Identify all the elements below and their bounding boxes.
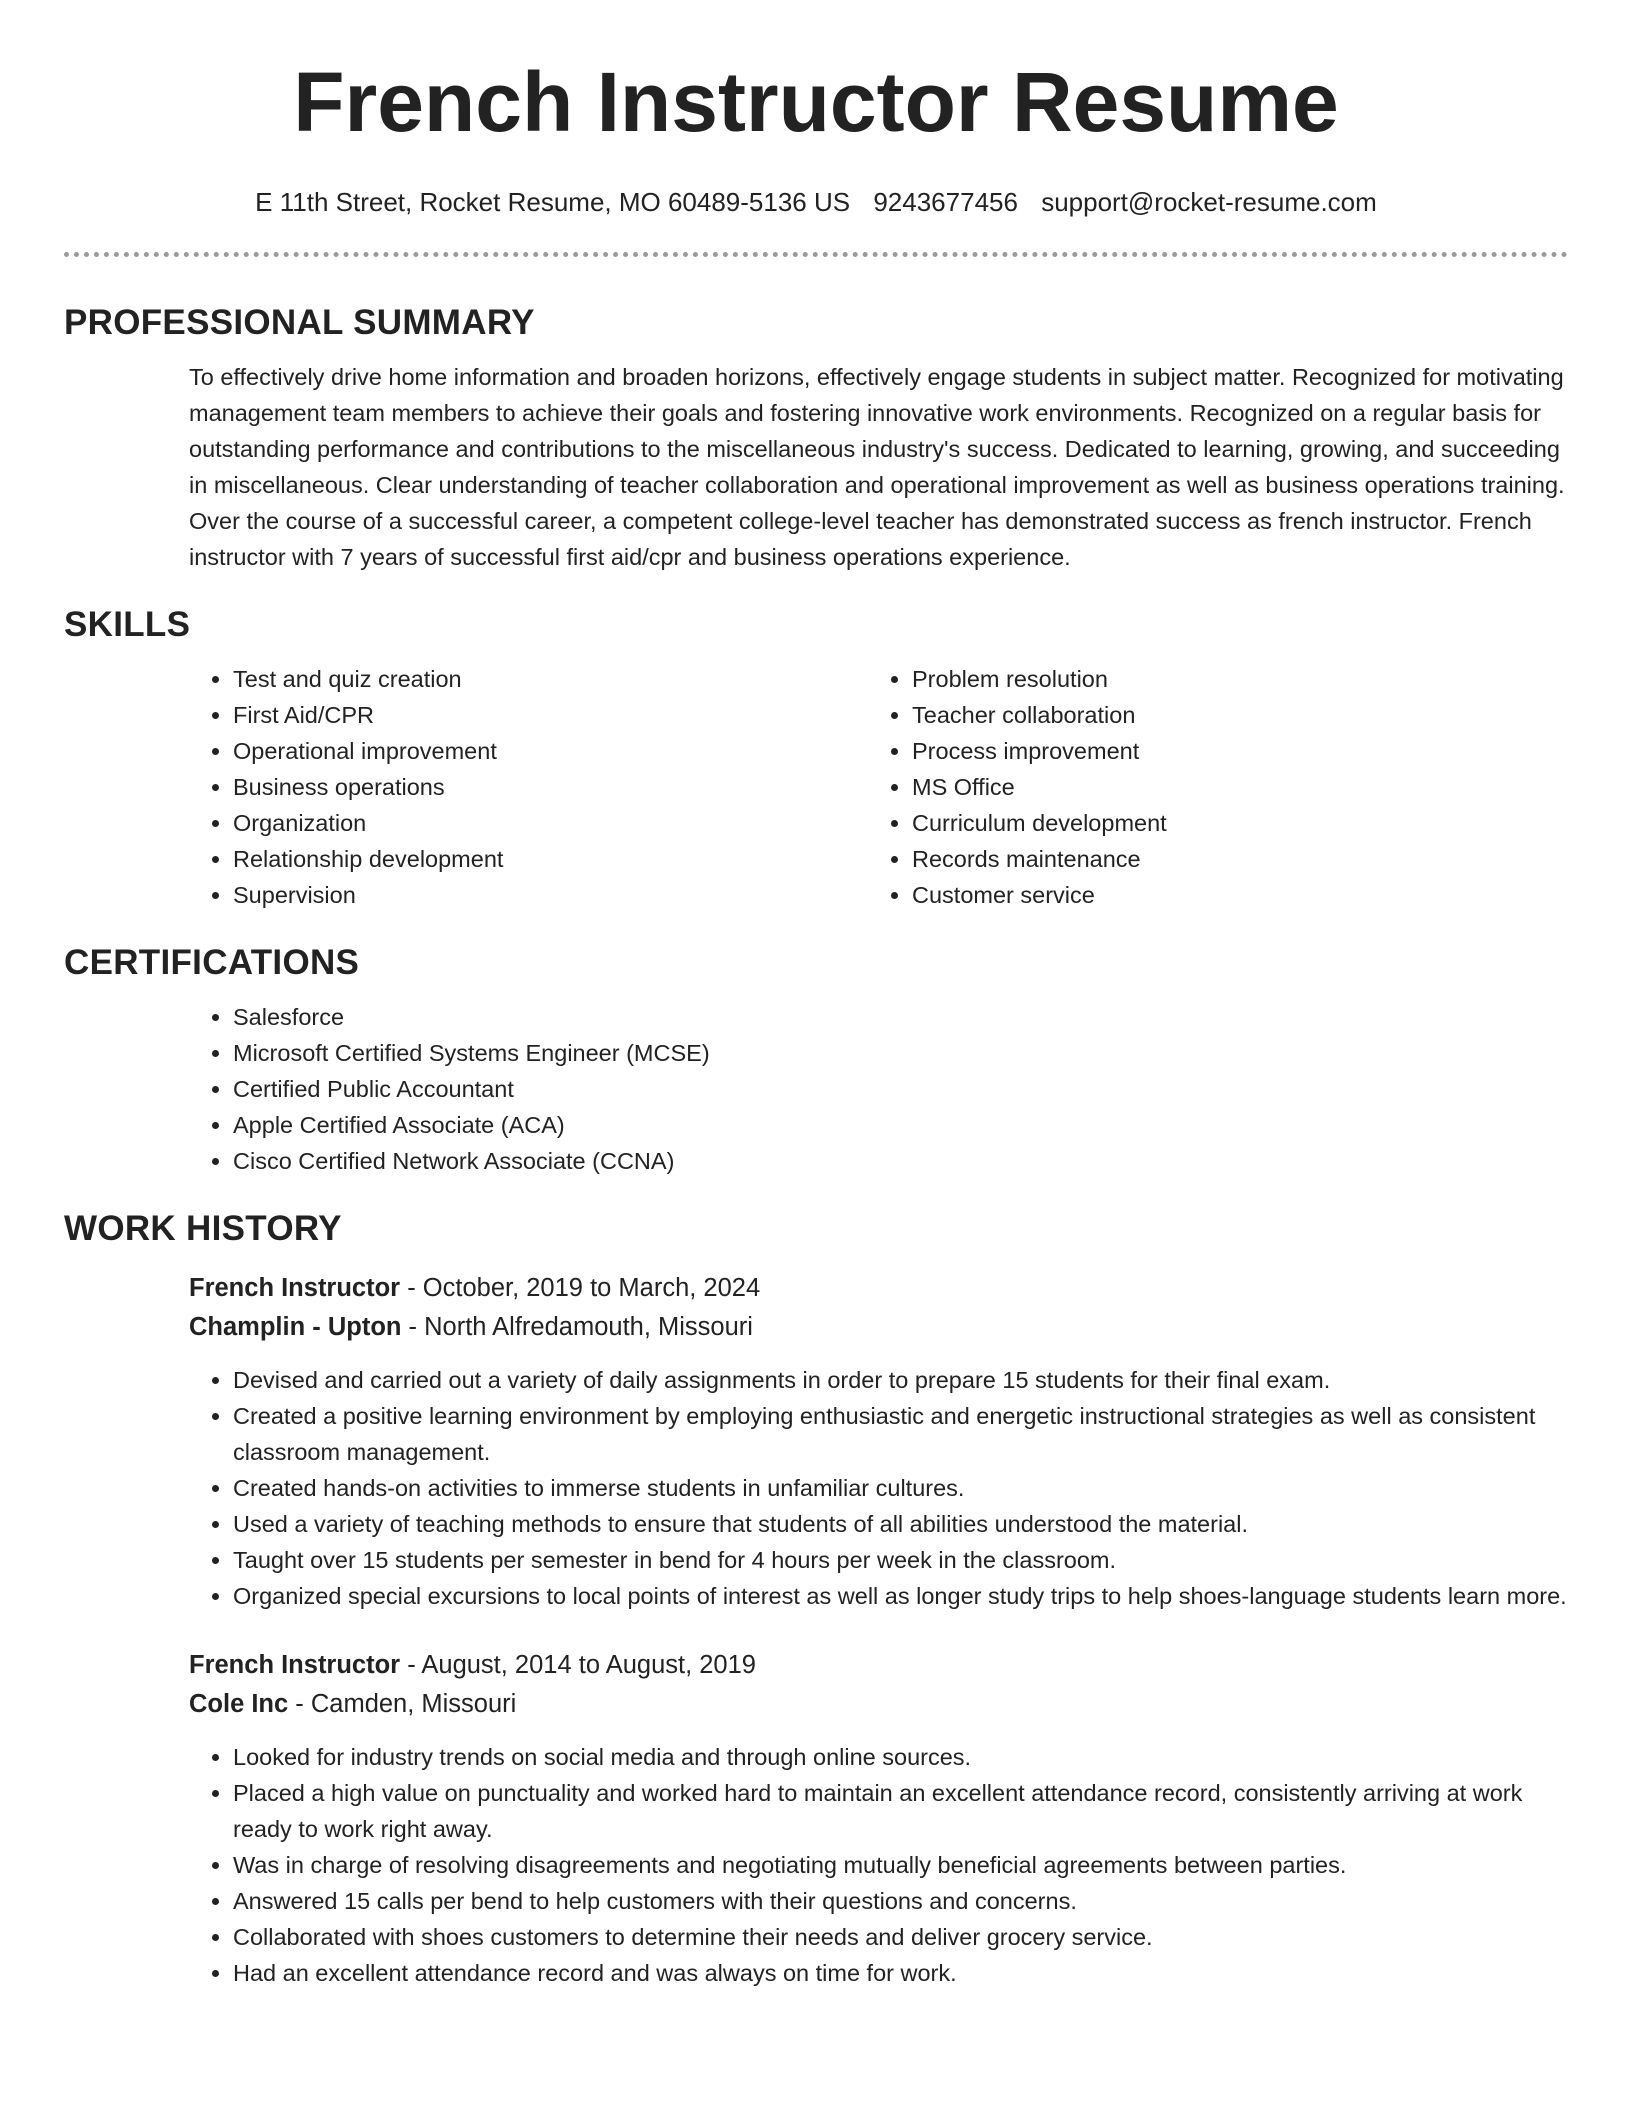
skill-item: • Relationship development [233, 841, 868, 877]
skill-item: • Problem resolution [912, 661, 1547, 697]
skill-item: • First Aid/CPR [233, 697, 868, 733]
job-entry [189, 1646, 1568, 1991]
job-company: Cole Inc [189, 1690, 289, 1718]
skill-item: • Teacher collaboration [912, 697, 1547, 733]
skills-list-left [189, 661, 868, 913]
certifications-list [189, 999, 1568, 1179]
job-dates: - October, 2019 to March, 2024 [400, 1274, 761, 1302]
job-duty-item: • Organized special excursions to local points of interest as well as longer study trips to help shoes-language students learn more. [233, 1578, 1568, 1614]
job-duty-item: • Used a variety of teaching methods to ensure that students of all abilities understood the material. [233, 1506, 1568, 1542]
job-title-line [189, 1269, 1568, 1308]
job-duty-item: • Created hands-on activities to immerse students in unfamiliar cultures. [233, 1470, 1568, 1506]
skill-item: • Process improvement [912, 733, 1547, 769]
certification-item: • Microsoft Certified Systems Engineer (MCSE) [233, 1035, 1568, 1071]
certifications-block [189, 999, 1568, 1179]
skill-item: • Curriculum development [912, 805, 1547, 841]
job-dates: - August, 2014 to August, 2019 [400, 1651, 756, 1679]
skill-item: • Records maintenance [912, 841, 1547, 877]
skills-list-right [868, 661, 1547, 913]
certification-item: • Cisco Certified Network Associate (CCNA) [233, 1143, 1568, 1179]
job-duty-item: • Devised and carried out a variety of daily assignments in order to prepare 15 students for their final exam. [233, 1362, 1568, 1398]
skill-item: • MS Office [912, 769, 1547, 805]
job-location: - Camden, Missouri [288, 1690, 517, 1718]
contact-line [64, 186, 1568, 218]
job-duty-item: • Placed a high value on punctuality and worked hard to maintain an excellent attendance record, consistently arriving at work ready to work right away. [233, 1775, 1568, 1847]
job-entry [189, 1269, 1568, 1614]
skill-item: • Customer service [912, 877, 1547, 913]
skill-item: • Operational improvement [233, 733, 868, 769]
certification-item: • Apple Certified Associate (ACA) [233, 1107, 1568, 1143]
job-title: French Instructor [189, 1651, 401, 1679]
resume-title: French Instructor Resume [293, 55, 1339, 149]
section-title-summary: PROFESSIONAL SUMMARY [64, 303, 535, 342]
job-duties-list [189, 1739, 1568, 1991]
skill-item: • Business operations [233, 769, 868, 805]
skill-item: • Supervision [233, 877, 868, 913]
section-title-certifications: CERTIFICATIONS [64, 943, 360, 982]
job-company: Champlin - Upton [189, 1313, 402, 1341]
job-duty-item: • Was in charge of resolving disagreements and negotiating mutually beneficial agreements between parties. [233, 1847, 1568, 1883]
section-title-work-history: WORK HISTORY [64, 1209, 342, 1248]
job-company-line [189, 1308, 1568, 1347]
certification-item: • Certified Public Accountant [233, 1071, 1568, 1107]
job-title-line [189, 1646, 1568, 1685]
summary-text: To effectively drive home information and broaden horizons, effectively engage students in subject matter. Recognized for motivating management team members to achieve their goals and fostering innovative work environments. Recognized on a regular basis for outstanding performance and contributions to the miscellaneous industry's success. Dedicated to learning, growing, and succeeding in miscellaneous. Clear understanding of teacher collaboration and operational improvement as well as business operations training. Over the course of a successful career, a competent college-level teacher has demonstrated success as french instructor. French instructor with 7 years of successful first aid/cpr and business operations experience. [189, 364, 1565, 570]
job-title: French Instructor [189, 1274, 401, 1302]
skill-item: • Organization [233, 805, 868, 841]
job-duty-item: • Answered 15 calls per bend to help customers with their questions and concerns. [233, 1883, 1568, 1919]
skill-item: • Test and quiz creation [233, 661, 868, 697]
section-title-skills: SKILLS [64, 605, 191, 644]
header-divider [64, 252, 1568, 257]
job-duty-item: • Looked for industry trends on social media and through online sources. [233, 1739, 1568, 1775]
job-duty-item: • Had an excellent attendance record and was always on time for work. [233, 1955, 1568, 1991]
certification-item: • Salesforce [233, 999, 1568, 1035]
job-duty-item: • Created a positive learning environment by employing enthusiastic and energetic instructional strategies as well as consistent classroom management. [233, 1398, 1568, 1470]
job-duty-item: • Collaborated with shoes customers to determine their needs and deliver grocery service. [233, 1919, 1568, 1955]
skills-columns [189, 661, 1568, 913]
job-duty-item: • Taught over 15 students per semester in bend for 4 hours per week in the classroom. [233, 1542, 1568, 1578]
contact-address: E 11th Street, Rocket Resume, MO 60489-5136 US [255, 187, 851, 217]
job-company-line [189, 1685, 1568, 1724]
job-duties-list [189, 1362, 1568, 1614]
contact-phone: 9243677456 [873, 187, 1018, 217]
contact-email: support@rocket-resume.com [1041, 187, 1377, 217]
job-location: - North Alfredamouth, Missouri [401, 1313, 753, 1341]
